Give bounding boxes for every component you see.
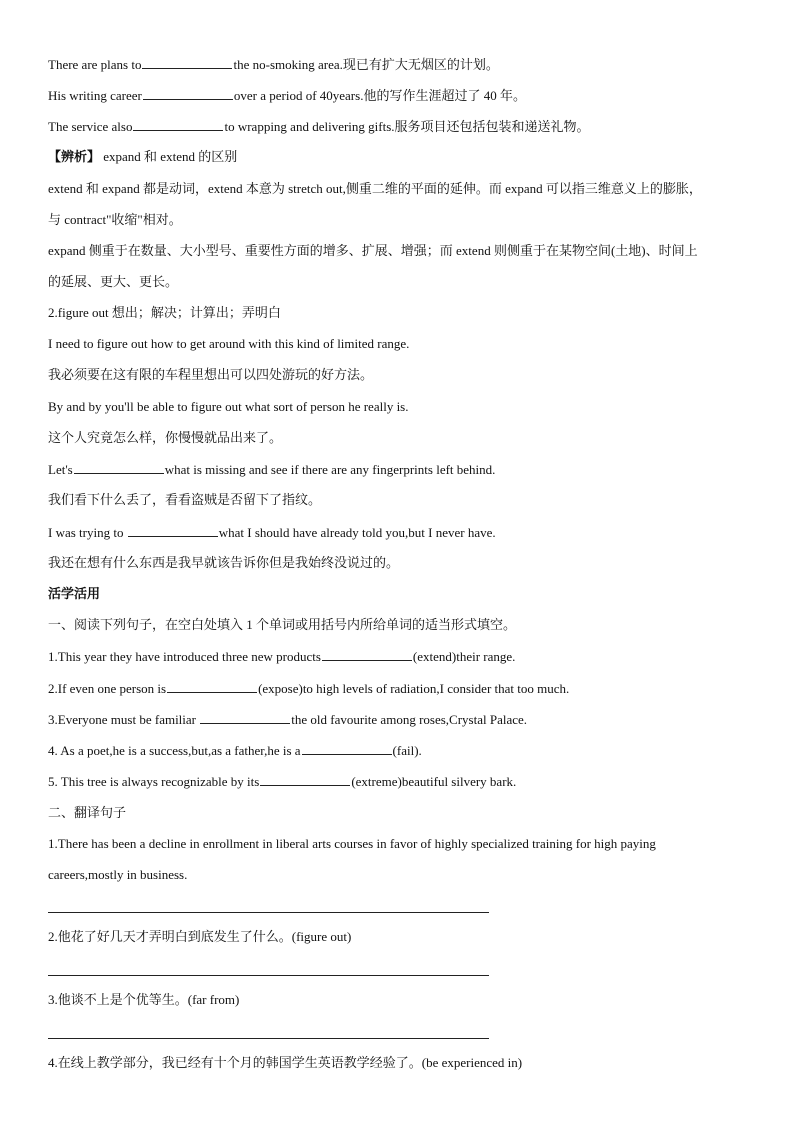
analysis-tag: 【辨析】 xyxy=(48,149,101,164)
example-zh: 这个人究竟怎么样，你慢慢就品出来了。 xyxy=(48,430,283,445)
sentence-text: His writing career xyxy=(48,88,142,103)
analysis-title: expand 和 extend 的区别 xyxy=(100,149,238,164)
fill-blank[interactable] xyxy=(128,523,218,537)
sentence-text: 4. As a poet,he is a success,but,as a father,he is a xyxy=(48,743,301,758)
example-zh: 我们看下什么丢了，看看盗贼是否留下了指纹。 xyxy=(48,492,322,507)
example-en xyxy=(48,460,495,479)
sentence-text: (expose)to high levels of radiation,I consider that too much. xyxy=(258,681,570,696)
sentence-text: (fail). xyxy=(392,743,422,758)
example-en xyxy=(48,523,496,542)
sentence-text: to wrapping and delivering gifts.服务项目还包括包装和递送礼物。 xyxy=(224,119,590,134)
example-sentence xyxy=(48,86,526,105)
example-sentence xyxy=(48,55,499,74)
answer-line[interactable] xyxy=(48,975,489,976)
sentence-text: (extend)their range. xyxy=(412,649,516,664)
fill-blank[interactable] xyxy=(260,772,350,786)
sentence-text: (extreme)beautiful silvery bark. xyxy=(351,774,517,789)
answer-line[interactable] xyxy=(48,912,489,913)
fill-blank[interactable] xyxy=(167,679,257,693)
answer-line[interactable] xyxy=(48,1038,489,1039)
sentence-text: what is missing and see if there are any fingerprints left behind. xyxy=(164,462,496,477)
translate-prompt: 2.他花了好几天才弄明白到底发生了什么。(figure out) xyxy=(48,929,352,944)
fill-blank[interactable] xyxy=(200,710,290,724)
section-title: 二、翻译句子 xyxy=(48,805,127,820)
practice-heading: 活学活用 xyxy=(48,586,101,601)
fill-blank[interactable] xyxy=(302,741,392,755)
analysis-paragraph: 与 contract"收缩"相对。 xyxy=(48,212,182,227)
section-title: 一、阅读下列句子，在空白处填入 1 个单词或用括号内所给单词的适当形式填空。 xyxy=(48,617,517,632)
sentence-text: the no-smoking area.现已有扩大无烟区的计划。 xyxy=(233,57,499,72)
fill-blank[interactable] xyxy=(74,460,164,474)
example-zh: 我必须要在这有限的车程里想出可以四处游玩的好方法。 xyxy=(48,367,374,382)
example-en: I need to figure out how to get around with this kind of limited range. xyxy=(48,336,410,351)
sentence-text: 2.If even one person is xyxy=(48,681,167,696)
analysis-paragraph: 的延展、更大、更长。 xyxy=(48,274,179,289)
example-sentence xyxy=(48,117,590,136)
exercise-item xyxy=(48,647,515,666)
vocab-heading: 2.figure out 想出；解决；计算出；弄明白 xyxy=(48,305,281,320)
fill-blank[interactable] xyxy=(322,647,412,661)
exercise-item xyxy=(48,772,516,791)
exercise-item xyxy=(48,710,527,729)
translate-prompt: 3.他谈不上是个优等生。(far from) xyxy=(48,992,240,1007)
fill-blank[interactable] xyxy=(142,55,232,69)
sentence-text: I was trying to xyxy=(48,525,127,540)
sentence-text: The service also xyxy=(48,119,133,134)
sentence-text: the old favourite among roses,Crystal Palace. xyxy=(291,712,528,727)
sentence-text: what I should have already told you,but I never have. xyxy=(218,525,496,540)
analysis-paragraph: extend 和 expand 都是动词，extend 本意为 stretch out,侧重二维的平面的延伸。而 expand 可以指三维意义上的膨胀， xyxy=(48,181,702,196)
exercise-item xyxy=(48,741,422,760)
exercise-item xyxy=(48,679,569,698)
fill-blank[interactable] xyxy=(133,117,223,131)
fill-blank[interactable] xyxy=(143,86,233,100)
sentence-text: over a period of 40years.他的写作生涯超过了 40 年。 xyxy=(233,88,526,103)
translate-prompt: careers,mostly in business. xyxy=(48,867,188,882)
analysis-heading xyxy=(48,148,237,166)
sentence-text: 1.This year they have introduced three new products xyxy=(48,649,321,664)
example-zh: 我还在想有什么东西是我早就该告诉你但是我始终没说过的。 xyxy=(48,555,400,570)
analysis-paragraph: expand 侧重于在数量、大小型号、重要性方面的增多、扩展、增强；而 extend 则侧重于在某物空间(土地)、时间上 xyxy=(48,243,698,258)
sentence-text: There are plans to xyxy=(48,57,142,72)
sentence-text: Let's xyxy=(48,462,73,477)
example-en: By and by you'll be able to figure out what sort of person he really is. xyxy=(48,399,409,414)
translate-prompt: 1.There has been a decline in enrollment in liberal arts courses in favor of highly specialized training for high paying xyxy=(48,836,656,851)
translate-prompt: 4.在线上教学部分，我已经有十个月的韩国学生英语教学经验了。(be experienced in) xyxy=(48,1055,523,1070)
sentence-text: 3.Everyone must be familiar xyxy=(48,712,200,727)
sentence-text: 5. This tree is always recognizable by its xyxy=(48,774,260,789)
